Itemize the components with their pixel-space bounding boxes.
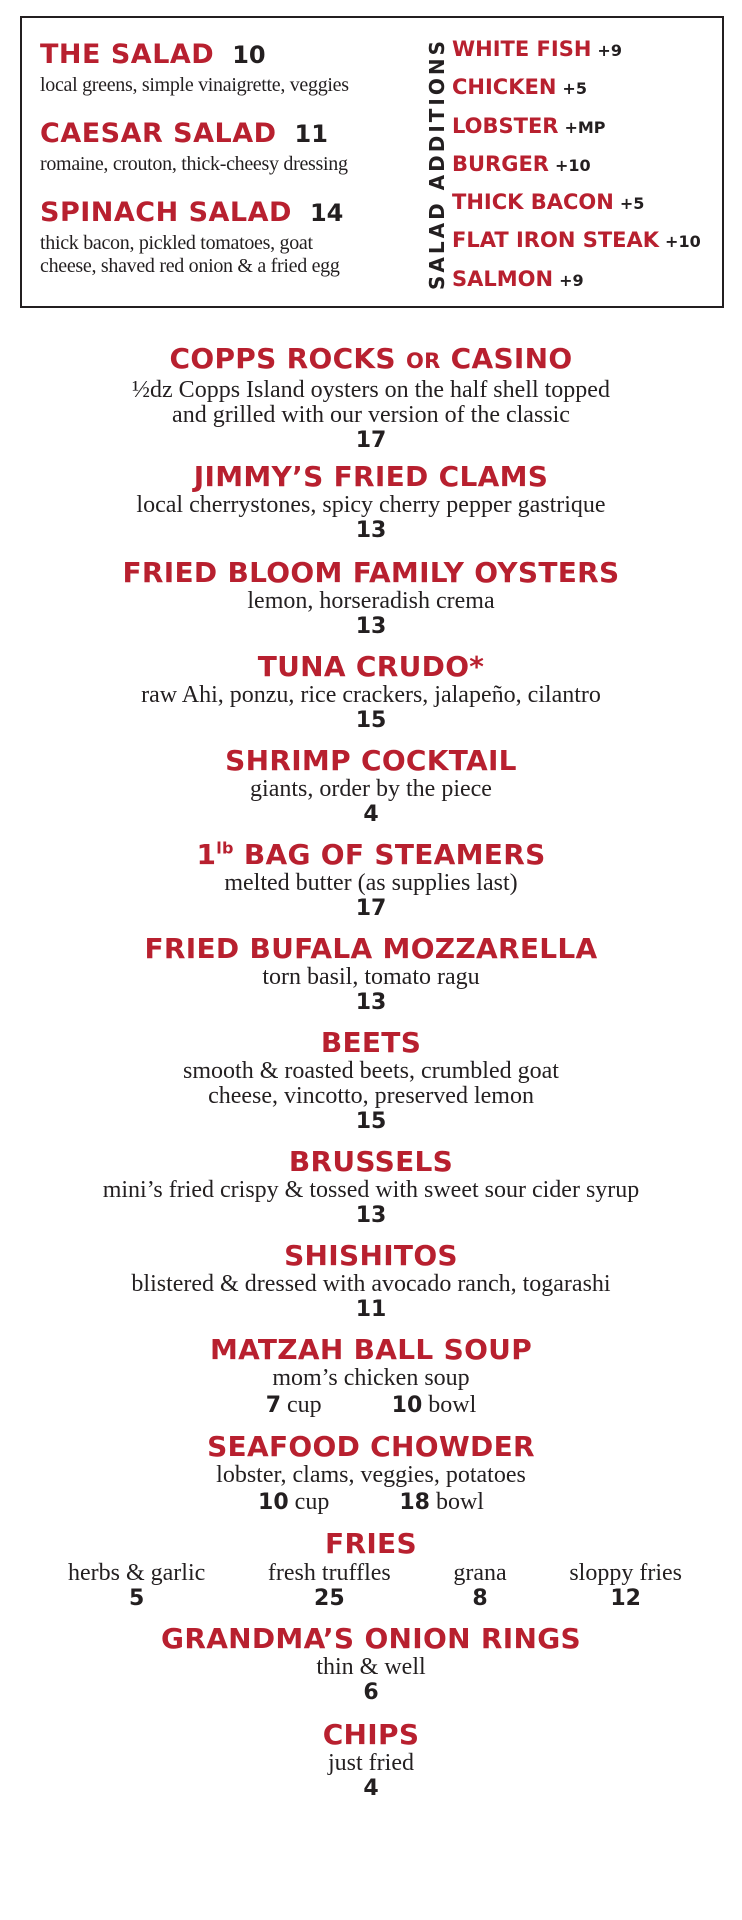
option-price: 5 xyxy=(128,1586,145,1611)
item-description: melted butter (as supplies last) xyxy=(224,870,518,896)
menu-item-bag-of-steamers xyxy=(0,838,742,922)
item-price: 13 xyxy=(355,518,387,543)
item-name: GRANDMA’S ONION RINGS xyxy=(161,1622,581,1655)
salad-additions-heading: SALAD ADDITIONS xyxy=(425,37,449,290)
item-price: 10 xyxy=(232,41,266,69)
item-name: CAESAR SALAD xyxy=(40,118,277,149)
item-price: 15 xyxy=(355,708,387,733)
item-name: THE SALAD xyxy=(40,39,215,70)
addition-price: +9 xyxy=(559,270,584,290)
item-description: mini’s fried crispy & tossed with sweet sour cider syrup xyxy=(102,1177,640,1203)
menu-item-beets xyxy=(0,1026,742,1135)
item-description: local greens, simple vinaigrette, veggies xyxy=(40,74,349,96)
salad-additions-list xyxy=(452,30,722,298)
option-label: fresh truffles xyxy=(267,1560,391,1586)
addition-name: THICK BACON xyxy=(452,190,614,215)
item-description: raw Ahi, ponzu, rice crackers, jalapeño, cilantro xyxy=(141,682,601,708)
menu-item-spinach-salad xyxy=(40,198,438,278)
addition-price: +5 xyxy=(619,194,645,214)
item-price: 11 xyxy=(294,120,328,148)
fries-option xyxy=(569,1560,682,1612)
addition-name: SALMON xyxy=(452,266,554,291)
option-price: 25 xyxy=(314,1586,345,1611)
addition-name: BURGER xyxy=(452,151,549,176)
fries-option xyxy=(268,1560,391,1612)
addition-item xyxy=(452,68,722,106)
addition-name: FLAT IRON STEAK xyxy=(452,228,660,253)
item-description: romaine, crouton, thick-cheesy dressing xyxy=(40,153,348,175)
option-label: grana xyxy=(453,1560,507,1586)
menu-item-fried-clams xyxy=(0,460,742,544)
menu-item-matzah-ball-soup xyxy=(0,1333,742,1420)
item-description: thin & well xyxy=(316,1654,426,1680)
item-name: BEETS xyxy=(320,1026,422,1059)
menu-item-shishitos xyxy=(0,1239,742,1323)
cup-bowl-prices xyxy=(0,1391,742,1420)
item-price: 6 xyxy=(363,1680,379,1705)
item-description: giants, order by the piece xyxy=(250,776,492,802)
menu-item-tuna-crudo xyxy=(0,650,742,734)
item-description: torn basil, tomato ragu xyxy=(262,964,480,990)
option-price: 12 xyxy=(610,1586,641,1611)
addition-name: LOBSTER xyxy=(452,113,559,138)
item-price: 11 xyxy=(355,1297,387,1322)
item-name: JIMMY’S FRIED CLAMS xyxy=(193,460,549,493)
addition-item xyxy=(452,145,722,183)
item-price: 13 xyxy=(355,990,387,1015)
item-name xyxy=(0,838,742,871)
item-description-line: ½dz Copps Island oysters on the half shell topped xyxy=(132,377,610,403)
menu-item-chips xyxy=(0,1718,742,1802)
option-label: sloppy fries xyxy=(569,1560,682,1586)
item-name-part: CASINO xyxy=(440,342,573,375)
item-price: 13 xyxy=(355,614,387,639)
item-price: 17 xyxy=(355,428,387,453)
item-price: 4 xyxy=(363,1776,379,1801)
item-name: FRIED BLOOM FAMILY OYSTERS xyxy=(122,556,620,589)
item-description: lemon, horseradish crema xyxy=(247,588,495,614)
item-description-line: cheese, vincotto, preserved lemon xyxy=(208,1083,534,1109)
menu-item-onion-rings xyxy=(0,1622,742,1706)
menu-item-fries xyxy=(0,1527,742,1612)
addition-item xyxy=(452,183,722,221)
cup-price: 7 xyxy=(265,1393,282,1418)
item-name-part: COPPS ROCKS xyxy=(169,342,406,375)
addition-item xyxy=(452,260,722,298)
item-name-part: 1 xyxy=(196,838,217,871)
cup-price: 10 xyxy=(258,1490,289,1515)
item-description xyxy=(40,232,438,278)
item-name-part: lb xyxy=(216,838,234,858)
item-name: FRIES xyxy=(325,1527,417,1560)
cup-label: cup xyxy=(287,1392,322,1418)
item-name: FRIED BUFALA MOZZARELLA xyxy=(144,932,598,965)
item-description: lobster, clams, veggies, potatoes xyxy=(216,1462,526,1488)
item-price: 13 xyxy=(355,1203,387,1228)
item-description-line: and grilled with our version of the classic xyxy=(172,402,570,428)
menu-item-the-salad xyxy=(40,40,438,97)
addition-price: +10 xyxy=(665,232,701,252)
item-description: blistered & dressed with avocado ranch, togarashi xyxy=(131,1271,611,1297)
addition-item xyxy=(452,107,722,145)
salad-box xyxy=(20,16,724,308)
option-price: 8 xyxy=(472,1586,488,1611)
item-name: SEAFOOD CHOWDER xyxy=(207,1430,535,1463)
menu-item-caesar-salad xyxy=(40,119,438,176)
menu-item-bufala-mozzarella xyxy=(0,932,742,1016)
item-price: 15 xyxy=(355,1109,387,1134)
item-price: 14 xyxy=(309,199,344,227)
option-label: herbs & garlic xyxy=(68,1560,206,1586)
fries-option xyxy=(453,1560,506,1612)
bowl-price: 18 xyxy=(399,1490,430,1515)
addition-name: CHICKEN xyxy=(452,75,557,100)
item-description-line: smooth & roasted beets, crumbled goat xyxy=(183,1058,559,1084)
item-name: TUNA CRUDO* xyxy=(257,650,485,683)
bowl-label: bowl xyxy=(435,1489,484,1515)
item-description: just fried xyxy=(328,1750,414,1776)
menu-item-brussels xyxy=(0,1145,742,1229)
addition-item xyxy=(452,30,722,68)
item-description-line: thick bacon, pickled tomatoes, goat xyxy=(40,232,313,254)
item-description: local cherrystones, spicy cherry pepper gastrique xyxy=(136,492,606,518)
item-name xyxy=(0,342,742,378)
item-name: SHRIMP COCKTAIL xyxy=(225,744,517,777)
fries-options xyxy=(0,1560,742,1612)
addition-item xyxy=(452,221,722,259)
addition-price: +MP xyxy=(564,117,606,137)
item-name: CHIPS xyxy=(322,1718,420,1751)
item-name: BRUSSELS xyxy=(288,1145,454,1178)
menu-item-shrimp-cocktail xyxy=(0,744,742,828)
menu-item-bloom-oysters xyxy=(0,556,742,640)
bowl-label: bowl xyxy=(428,1392,477,1418)
item-description-line: cheese, shaved red onion & a fried egg xyxy=(40,255,340,277)
item-name: MATZAH BALL SOUP xyxy=(209,1333,533,1366)
fries-option xyxy=(68,1560,205,1612)
item-price: 4 xyxy=(363,802,379,827)
menu-item-seafood-chowder xyxy=(0,1430,742,1517)
item-price: 17 xyxy=(355,896,387,921)
item-name: SHISHITOS xyxy=(284,1239,458,1272)
menu-list xyxy=(0,342,742,1802)
cup-label: cup xyxy=(294,1489,330,1515)
addition-price: +10 xyxy=(554,155,591,175)
item-name-part: OR xyxy=(405,349,441,373)
bowl-price: 10 xyxy=(391,1393,423,1418)
item-name: SPINACH SALAD xyxy=(40,197,292,228)
addition-price: +5 xyxy=(562,79,587,99)
item-name-part: BAG OF STEAMERS xyxy=(233,838,546,871)
addition-price: +9 xyxy=(597,41,622,60)
cup-bowl-prices xyxy=(0,1488,742,1517)
addition-name: WHITE FISH xyxy=(452,37,592,61)
item-description: mom’s chicken soup xyxy=(272,1365,470,1391)
menu-item-copps-rocks xyxy=(0,342,742,454)
